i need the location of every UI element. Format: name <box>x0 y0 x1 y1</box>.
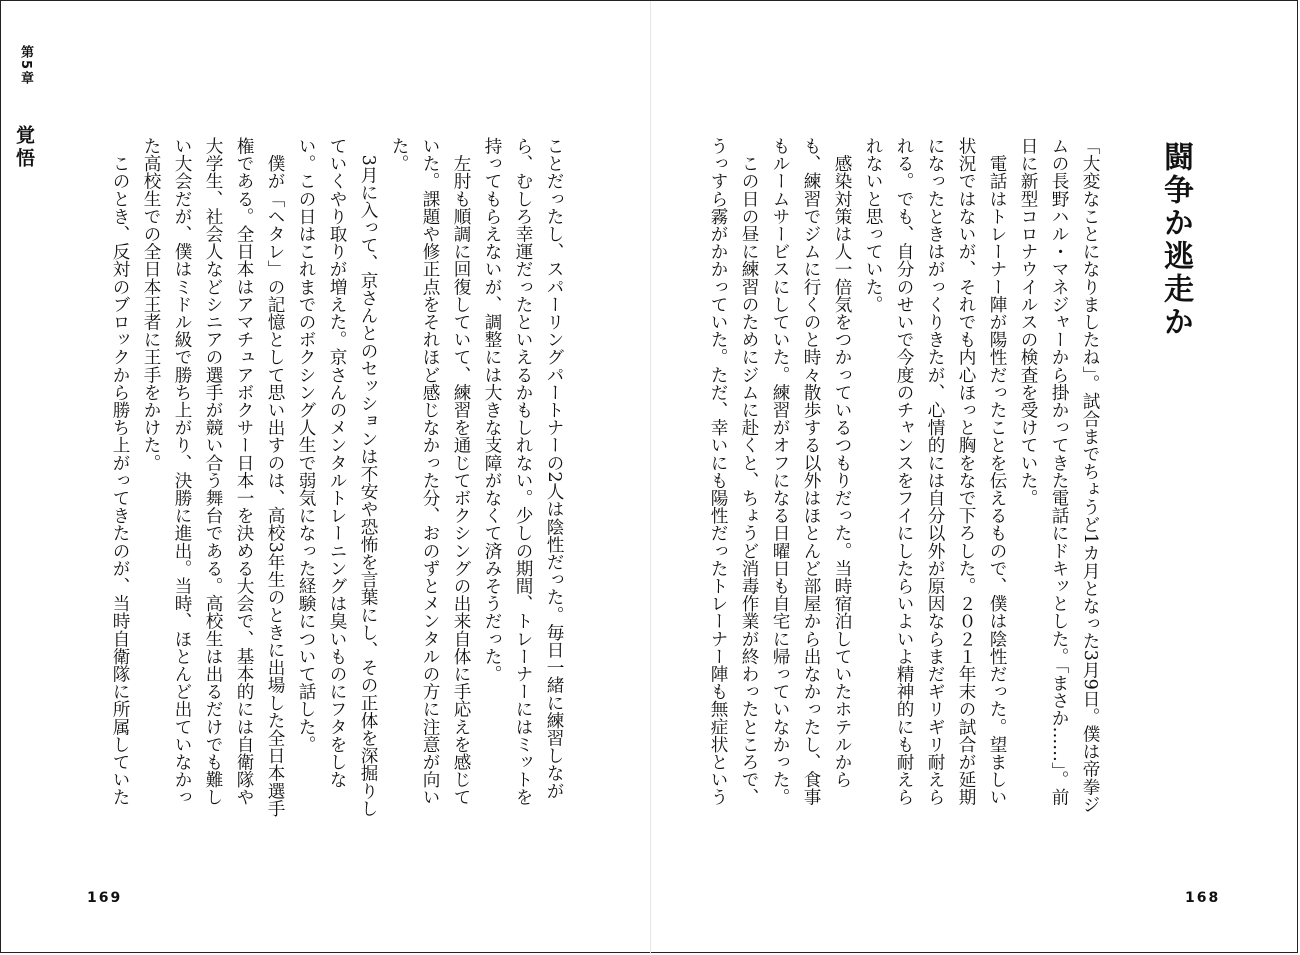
right-page-number: 168 <box>1185 890 1221 906</box>
left-paragraph-4: 僕が「ヘタレ」の記憶として思い出すのは、高校3年生のときに出場した全日本選手権である。全日本はアマチュアボクサー日本一を決める大会で、基本的には自衛隊や大学生、社会人などシニアの選手が競い合う舞台である。高校生は出るだけでも難しい大会だが、僕はミドル級で勝ち上がり、決勝に進出。当時、ほとんど出ていなかった高校生での全日本王者に王手をかけた。 <box>141 137 285 817</box>
right-paragraph-4: この日の昼に練習のためにジムに赴くと、ちょうど消毒作業が終わったところで、うっすら霧がかかっていた。ただ、幸いにも陽性だったトレーナー陣も無症状という <box>708 137 759 806</box>
right-paragraph-3: 感染対策は人一倍気をつかっているつもりだった。当時宿泊していたホテルからも、練習でジムに行くのと時々散歩する以外はほとんど部屋から出なかったし、食事もルームサービスにしていた。練習がオフになる日曜日も自宅に帰っていなかった。 <box>770 137 852 806</box>
chapter-label: 第5章 <box>18 45 33 87</box>
right-page-body <box>708 137 1105 817</box>
page-gutter <box>650 1 651 954</box>
left-page-number: 169 <box>87 890 123 906</box>
section-title: 闘争か逃走か <box>1158 141 1193 339</box>
right-paragraph-2: 電話はトレーナー陣が陽性だったことを伝えるもので、僕は陰性だった。望ましい状況ではないが、それでも内心ほっと胸をなで下ろした。２０２１年末の試合が延期になったときはがっくりきたが、心情的には自分以外が原因ならまだギリギリ耐えられる。でも、自分のせいで今度のチャンスをフイにしたらいよいよ精神的にも耐えられないと思っていた。 <box>863 137 1007 806</box>
left-paragraph-5: このとき、反対のブロックから勝ち上がってきたのが、当時自衛隊に所属していた <box>110 137 130 806</box>
left-page-body <box>85 137 569 817</box>
left-paragraph-3: 3月に入って、京さんとのセッションは不安や恐怖を言葉にし、その正体を深掘りしていくやり取りが増えた。京さんのメンタルトレーニングは臭いものにフタをしない。この日はこれまでのボクシング人生で弱気になった経験について話した。 <box>296 137 378 817</box>
left-paragraph-1: ことだったし、スパーリングパートナーの2人は陰性だった。毎日一緒に練習しながら、むしろ幸運だったといえるかもしれない。少しの期間、トレーナーにはミットを持ってもらえないが、調整には大きな支障がなくて済みそうだった。 <box>482 137 564 806</box>
chapter-name: 覚悟 <box>13 125 35 171</box>
left-paragraph-2: 左肘も順調に回復していて、練習を通じてボクシングの出来自体に手応えを感じていた。課題や修正点をそれほど感じなかった分、おのずとメンタルの方に注意が向いた。 <box>389 137 471 806</box>
right-paragraph-1: 「大変なことになりましたね」。試合までちょうど1カ月となった3月9日。僕は帝拳ジムの長野ハル・マネジャーから掛かってきた電話にドキッとした。「まさか……」。前日に新型コロナウイルスの検査を受けていた。 <box>1018 137 1100 813</box>
